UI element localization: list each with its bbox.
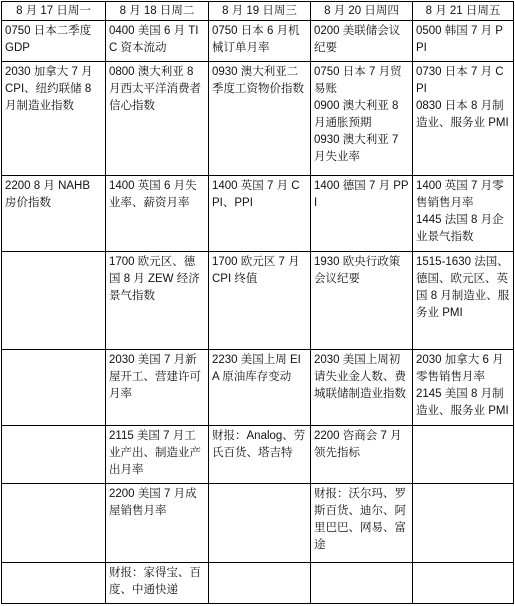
day-header: 8 月 18 日周二 [106,2,209,21]
calendar-cell [413,426,514,484]
event-entry: 1700 欧元区 7 月 CPI 终值 [212,255,300,285]
calendar-cell [413,61,514,175]
event-entry: 2115 美国 7 月工业产出、制造业产出月率 [109,430,201,477]
event-entry: 1400 德国 7 月 PPI [314,179,409,209]
calendar-cell [209,483,311,562]
economic-calendar-table [1,1,514,604]
calendar-cell [106,61,209,175]
event-entry: 0830 日本 8 月制造业、服务业 PMI [416,99,509,129]
event-entry: 1400 英国 7 月零售销售月率 [416,179,504,209]
calendar-cell [106,563,209,604]
event-entry: 0750 日本 6 月机械订单月率 [212,25,300,55]
event-entry: 0930 澳大利亚 7 月失业率 [314,133,399,163]
calendar-cell [106,483,209,562]
event-entry: 2030 加拿大 7 月 CPI、纽约联储 8 月制造业指数 [5,65,93,112]
event-entry: 2200 美国 7 月成屋销售月率 [109,487,197,517]
event-entry: 2200 8 月 NAHB 房价指数 [5,179,91,209]
table-row [2,350,514,426]
calendar-cell [311,61,413,175]
calendar-cell [2,251,106,350]
calendar-cell [413,563,514,604]
event-entry: 财报：Analog、劳氏百货、塔吉特 [212,430,306,460]
table-row [2,61,514,175]
event-entry: 0730 日本 7 月 CPI [416,65,504,95]
header-row [2,2,514,21]
table-row [2,251,514,350]
calendar-cell [2,563,106,604]
calendar-cell [413,350,514,426]
calendar-cell [413,21,514,62]
day-header: 8 月 20 日周四 [311,2,413,21]
calendar-cell [413,251,514,350]
event-entry: 财报：沃尔玛、罗斯百货、迪尔、阿里巴巴、网易、富途 [314,487,406,551]
day-header: 8 月 21 日周五 [413,2,514,21]
day-header: 8 月 17 日周一 [2,2,106,21]
calendar-cell [413,175,514,251]
calendar-cell [311,21,413,62]
event-entry: 0930 澳大利亚二季度工资物价指数 [212,65,304,95]
calendar-cell [2,426,106,484]
event-entry: 1700 欧元区、德国 8 月 ZEW 经济景气指数 [109,255,200,302]
table-row [2,483,514,562]
calendar-cell [2,350,106,426]
calendar-cell [311,175,413,251]
event-entry: 0800 澳大利亚 8 月西太平洋消费者信心指数 [109,65,201,112]
event-entry: 1515-1630 法国、德国、欧元区、英国 8 月制造业、服务业 PMI [416,255,510,319]
calendar-cell [209,21,311,62]
event-entry: 2230 美国上周 EIA 原油库存变动 [212,354,301,384]
calendar-cell [106,175,209,251]
table-row [2,426,514,484]
event-entry: 1930 欧央行政策会议纪要 [314,255,401,285]
calendar-cell [2,483,106,562]
calendar-cell [209,251,311,350]
calendar-cell [413,483,514,562]
event-entry: 0200 美联储会议纪要 [314,25,401,55]
event-entry: 财报：家得宝、百度、中通快递 [109,567,201,597]
event-entry: 0750 日本二季度 GDP [5,25,92,55]
event-entry: 0750 日本 7 月贸易账 [314,65,402,95]
table-row [2,175,514,251]
calendar-cell [311,350,413,426]
calendar-cell [311,251,413,350]
event-entry: 2030 美国 7 月新屋开工、营建许可月率 [109,354,201,401]
event-entry: 2200 咨商会 7 月领先指标 [314,430,402,460]
event-entry: 0900 澳大利亚 8 月通胀预期 [314,99,399,129]
calendar-cell [209,61,311,175]
calendar-cell [209,563,311,604]
event-entry: 1400 英国 6 月失业率、薪资月率 [109,179,197,209]
event-entry: 1445 法国 8 月企业景气指数 [416,213,504,243]
day-header: 8 月 19 日周三 [209,2,311,21]
table-row [2,563,514,604]
calendar-cell [106,350,209,426]
calendar-cell [106,21,209,62]
calendar-cell [311,483,413,562]
calendar-cell [209,426,311,484]
calendar-cell [2,21,106,62]
calendar-cell [209,175,311,251]
event-entry: 0400 美国 6 月 TIC 资本流动 [109,25,199,55]
calendar-cell [311,563,413,604]
calendar-cell [209,350,311,426]
calendar-cell [106,251,209,350]
calendar-cell [311,426,413,484]
calendar-cell [2,175,106,251]
table-row [2,21,514,62]
event-entry: 2030 美国上周初请失业金人数、费城联储制造业指数 [314,354,406,401]
calendar-cell [2,61,106,175]
event-entry: 2030 加拿大 6 月零售销售月率 [416,354,504,384]
event-entry: 1400 英国 7 月 CPI、PPI [212,179,300,209]
calendar-cell [106,426,209,484]
event-entry: 0500 韩国 7 月 PPI [416,25,503,55]
event-entry: 2145 美国 8 月制造业、服务业 PMI [416,388,509,418]
